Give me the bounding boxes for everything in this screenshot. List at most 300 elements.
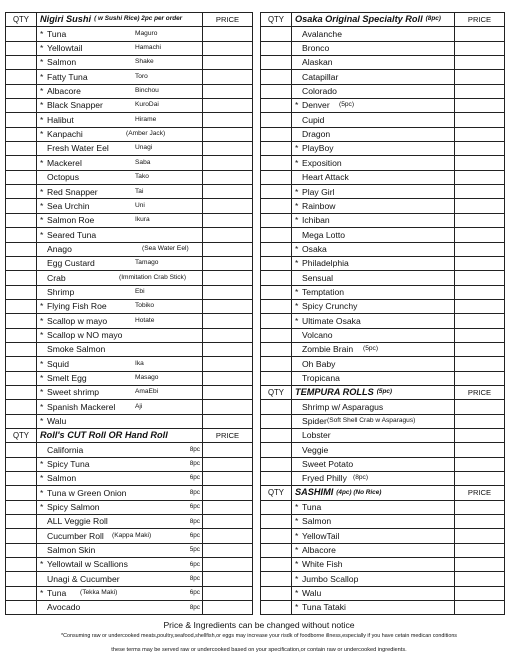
price-cell[interactable] bbox=[455, 572, 505, 585]
raw-marker: * bbox=[40, 502, 44, 513]
item-name: Zombie Brain bbox=[302, 344, 354, 355]
menu-item-row bbox=[260, 113, 505, 127]
menu-item-row bbox=[5, 443, 253, 457]
item-name: Rainbow bbox=[302, 200, 336, 211]
qty-cell[interactable] bbox=[260, 271, 292, 284]
price-cell[interactable] bbox=[455, 372, 505, 385]
item-japanese-name: Hirame bbox=[135, 115, 157, 123]
menu-item-row bbox=[5, 214, 253, 228]
item-japanese-name: (5pc) bbox=[339, 101, 355, 109]
item-name: Unagi & Cucumber bbox=[47, 573, 120, 584]
item-cell bbox=[37, 458, 203, 471]
price-cell[interactable] bbox=[455, 544, 505, 557]
item-name: Albacore bbox=[47, 86, 81, 97]
qty-cell[interactable] bbox=[5, 271, 37, 284]
qty-cell[interactable] bbox=[5, 558, 37, 571]
section-header bbox=[5, 429, 253, 443]
qty-cell[interactable] bbox=[260, 472, 292, 485]
qty-cell[interactable] bbox=[260, 529, 292, 542]
item-name: Yellowtail bbox=[47, 43, 83, 54]
price-cell[interactable] bbox=[203, 357, 253, 370]
price-cell[interactable] bbox=[203, 415, 253, 428]
item-japanese-name: Aji bbox=[135, 402, 143, 410]
item-cell bbox=[292, 257, 455, 270]
qty-cell[interactable] bbox=[260, 601, 292, 614]
menu-item-row bbox=[5, 142, 253, 156]
item-name: Oh Baby bbox=[302, 358, 336, 369]
item-cell bbox=[37, 601, 203, 614]
qty-cell[interactable] bbox=[5, 171, 37, 184]
price-cell[interactable] bbox=[203, 228, 253, 241]
raw-marker: * bbox=[40, 157, 44, 168]
item-cell bbox=[37, 42, 203, 55]
price-cell[interactable] bbox=[455, 199, 505, 212]
item-cell bbox=[37, 501, 203, 514]
price-cell[interactable] bbox=[455, 286, 505, 299]
item-cell bbox=[292, 529, 455, 542]
item-name: Mackerel bbox=[47, 157, 82, 168]
menu-item-row bbox=[5, 271, 253, 285]
item-name: Philadelphia bbox=[302, 258, 349, 269]
qty-cell[interactable] bbox=[5, 128, 37, 141]
qty-cell[interactable] bbox=[260, 558, 292, 571]
item-japanese-name: Saba bbox=[135, 158, 151, 166]
price-cell[interactable] bbox=[455, 128, 505, 141]
qty-cell[interactable] bbox=[5, 185, 37, 198]
raw-marker: * bbox=[295, 286, 299, 297]
qty-cell[interactable] bbox=[5, 572, 37, 585]
item-cell bbox=[292, 286, 455, 299]
qty-cell[interactable] bbox=[5, 343, 37, 356]
price-cell[interactable] bbox=[203, 85, 253, 98]
price-cell[interactable] bbox=[455, 70, 505, 83]
price-cell[interactable] bbox=[203, 257, 253, 270]
price-cell[interactable] bbox=[203, 128, 253, 141]
qty-cell[interactable] bbox=[260, 314, 292, 327]
item-japanese-name: Ika bbox=[135, 359, 144, 367]
raw-marker: * bbox=[295, 516, 299, 527]
qty-cell[interactable] bbox=[260, 70, 292, 83]
price-cell[interactable] bbox=[455, 99, 505, 112]
price-cell[interactable] bbox=[455, 587, 505, 600]
price-cell[interactable] bbox=[203, 515, 253, 528]
menu-item-row bbox=[260, 501, 505, 515]
qty-cell[interactable] bbox=[5, 70, 37, 83]
price-cell[interactable] bbox=[203, 314, 253, 327]
item-japanese-name: (Kappa Maki) bbox=[112, 531, 152, 539]
item-name: Anago bbox=[47, 243, 72, 254]
price-cell[interactable] bbox=[455, 329, 505, 342]
price-cell[interactable] bbox=[455, 558, 505, 571]
qty-cell[interactable] bbox=[260, 56, 292, 69]
item-japanese-name: KuroDai bbox=[135, 101, 159, 109]
raw-marker: * bbox=[40, 416, 44, 426]
qty-cell[interactable] bbox=[260, 587, 292, 600]
qty-cell[interactable] bbox=[260, 27, 292, 40]
price-cell[interactable] bbox=[455, 415, 505, 428]
item-name: Tuna Tataki bbox=[302, 602, 346, 613]
qty-cell[interactable] bbox=[260, 515, 292, 528]
menu-item-row bbox=[5, 243, 253, 257]
price-cell[interactable] bbox=[455, 113, 505, 126]
raw-marker: * bbox=[295, 157, 299, 168]
item-japanese-name: Masago bbox=[135, 373, 159, 381]
price-cell[interactable] bbox=[203, 113, 253, 126]
qty-cell[interactable] bbox=[260, 85, 292, 98]
qty-cell[interactable] bbox=[260, 185, 292, 198]
item-name: Spicy Tuna bbox=[47, 459, 90, 470]
price-cell[interactable] bbox=[455, 314, 505, 327]
price-cell[interactable] bbox=[203, 42, 253, 55]
raw-marker: * bbox=[40, 100, 44, 111]
section-header bbox=[260, 386, 505, 400]
menu-item-row bbox=[5, 486, 253, 500]
qty-cell[interactable] bbox=[5, 199, 37, 212]
menu-item-row bbox=[260, 329, 505, 343]
raw-marker: * bbox=[40, 215, 44, 226]
raw-marker: * bbox=[40, 473, 44, 484]
item-name: Ultimate Osaka bbox=[302, 315, 361, 326]
qty-cell[interactable] bbox=[5, 329, 37, 342]
price-cell[interactable] bbox=[203, 271, 253, 284]
qty-cell[interactable] bbox=[5, 458, 37, 471]
menu-item-row bbox=[260, 529, 505, 543]
qty-cell[interactable] bbox=[260, 286, 292, 299]
item-name: Dragon bbox=[302, 129, 331, 140]
qty-cell[interactable] bbox=[5, 27, 37, 40]
item-cell bbox=[37, 587, 203, 600]
qty-cell[interactable] bbox=[5, 400, 37, 413]
item-cell bbox=[292, 472, 455, 485]
item-name: Flying Fish Roe bbox=[47, 301, 107, 312]
price-cell[interactable] bbox=[203, 99, 253, 112]
price-cell[interactable] bbox=[203, 572, 253, 585]
qty-cell[interactable] bbox=[5, 56, 37, 69]
price-cell[interactable] bbox=[455, 515, 505, 528]
qty-cell[interactable] bbox=[5, 142, 37, 155]
qty-cell[interactable] bbox=[5, 587, 37, 600]
item-cell bbox=[292, 56, 455, 69]
item-name: Colorado bbox=[302, 86, 337, 97]
item-name: Crab bbox=[47, 272, 66, 283]
qty-cell[interactable] bbox=[5, 372, 37, 385]
qty-cell[interactable] bbox=[260, 300, 292, 313]
menu-item-row bbox=[260, 458, 505, 472]
raw-marker: * bbox=[40, 186, 44, 197]
item-name: Alaskan bbox=[302, 57, 333, 68]
item-cell bbox=[37, 56, 203, 69]
item-name: Heart Attack bbox=[302, 172, 349, 183]
qty-cell[interactable] bbox=[260, 329, 292, 342]
price-cell[interactable] bbox=[455, 42, 505, 55]
qty-cell[interactable] bbox=[260, 228, 292, 241]
qty-cell[interactable] bbox=[260, 343, 292, 356]
price-cell[interactable] bbox=[455, 343, 505, 356]
item-japanese-name: Ebi bbox=[135, 287, 145, 295]
qty-cell[interactable] bbox=[260, 171, 292, 184]
price-cell[interactable] bbox=[455, 400, 505, 413]
price-cell[interactable] bbox=[203, 343, 253, 356]
menu-item-row bbox=[5, 228, 253, 242]
menu-item-row bbox=[5, 400, 253, 414]
qty-cell[interactable] bbox=[5, 386, 37, 399]
menu-item-row bbox=[260, 214, 505, 228]
price-cell[interactable] bbox=[203, 486, 253, 499]
item-japanese-name: Maguro bbox=[135, 29, 158, 37]
price-cell[interactable] bbox=[455, 85, 505, 98]
item-cell bbox=[292, 142, 455, 155]
item-name: Jumbo Scallop bbox=[302, 573, 359, 584]
item-cell bbox=[37, 572, 203, 585]
qty-cell[interactable] bbox=[260, 42, 292, 55]
qty-cell[interactable] bbox=[260, 257, 292, 270]
raw-marker: * bbox=[295, 502, 299, 513]
qty-cell[interactable] bbox=[260, 199, 292, 212]
raw-marker: * bbox=[295, 100, 299, 111]
menu-item-row bbox=[260, 70, 505, 84]
price-cell[interactable] bbox=[203, 400, 253, 413]
menu-item-row bbox=[5, 113, 253, 127]
item-name: Tuna bbox=[47, 588, 67, 599]
price-cell[interactable] bbox=[203, 372, 253, 385]
menu-item-row bbox=[260, 56, 505, 70]
item-cell bbox=[37, 415, 203, 428]
qty-cell[interactable] bbox=[5, 544, 37, 557]
item-piece-count: 8pc bbox=[189, 488, 200, 496]
item-piece-count: 8pc bbox=[189, 574, 200, 582]
price-cell[interactable] bbox=[203, 601, 253, 614]
item-cell bbox=[37, 271, 203, 284]
price-cell[interactable] bbox=[455, 243, 505, 256]
item-name: Bronco bbox=[302, 43, 330, 54]
item-cell bbox=[292, 357, 455, 370]
price-cell[interactable] bbox=[455, 171, 505, 184]
qty-cell[interactable] bbox=[260, 572, 292, 585]
qty-cell[interactable] bbox=[5, 214, 37, 227]
price-header: PRICE bbox=[455, 13, 505, 26]
qty-cell[interactable] bbox=[5, 443, 37, 456]
qty-cell[interactable] bbox=[260, 400, 292, 413]
item-cell bbox=[292, 400, 455, 413]
item-cell bbox=[292, 228, 455, 241]
price-cell[interactable] bbox=[203, 171, 253, 184]
price-cell[interactable] bbox=[455, 429, 505, 442]
price-cell[interactable] bbox=[455, 228, 505, 241]
price-cell[interactable] bbox=[203, 300, 253, 313]
raw-marker: * bbox=[295, 602, 299, 613]
qty-cell[interactable] bbox=[5, 357, 37, 370]
price-cell[interactable] bbox=[203, 214, 253, 227]
item-cell bbox=[37, 300, 203, 313]
qty-cell[interactable] bbox=[260, 214, 292, 227]
price-cell[interactable] bbox=[455, 357, 505, 370]
price-cell[interactable] bbox=[203, 329, 253, 342]
price-cell[interactable] bbox=[203, 185, 253, 198]
item-name: Red Snapper bbox=[47, 186, 98, 197]
qty-cell[interactable] bbox=[5, 314, 37, 327]
item-name: Spicy Crunchy bbox=[302, 301, 358, 312]
item-japanese-name: (8pc) bbox=[353, 474, 369, 482]
item-name: Spicy Salmon bbox=[47, 502, 100, 513]
qty-cell[interactable] bbox=[5, 501, 37, 514]
qty-cell[interactable] bbox=[260, 128, 292, 141]
qty-cell[interactable] bbox=[5, 601, 37, 614]
price-cell[interactable] bbox=[203, 386, 253, 399]
qty-cell[interactable] bbox=[260, 501, 292, 514]
qty-cell[interactable] bbox=[260, 142, 292, 155]
menu-item-row bbox=[260, 228, 505, 242]
price-cell[interactable] bbox=[455, 271, 505, 284]
menu-item-row bbox=[260, 257, 505, 271]
item-japanese-name: Shake bbox=[135, 58, 154, 66]
price-cell[interactable] bbox=[455, 472, 505, 485]
qty-cell[interactable] bbox=[260, 429, 292, 442]
item-japanese-name: (Sea Water Eel) bbox=[142, 244, 189, 252]
qty-cell[interactable] bbox=[260, 113, 292, 126]
raw-marker: * bbox=[40, 559, 44, 570]
price-cell[interactable] bbox=[455, 257, 505, 270]
item-cell bbox=[37, 70, 203, 83]
menu-item-row bbox=[5, 386, 253, 400]
item-cell bbox=[292, 300, 455, 313]
price-cell[interactable] bbox=[455, 601, 505, 614]
raw-marker: * bbox=[40, 71, 44, 82]
item-japanese-name: Tamago bbox=[135, 259, 159, 267]
menu-item-row bbox=[5, 501, 253, 515]
price-cell[interactable] bbox=[203, 501, 253, 514]
qty-cell[interactable] bbox=[5, 300, 37, 313]
menu-item-row bbox=[260, 558, 505, 572]
section-title-text: TEMPURA ROLLS bbox=[295, 387, 374, 397]
price-cell[interactable] bbox=[203, 56, 253, 69]
price-cell[interactable] bbox=[203, 472, 253, 485]
price-cell[interactable] bbox=[203, 199, 253, 212]
item-japanese-name: Hotate bbox=[135, 316, 155, 324]
item-piece-count: 8pc bbox=[189, 445, 200, 453]
price-cell[interactable] bbox=[455, 156, 505, 169]
menu-item-row bbox=[5, 458, 253, 472]
price-cell[interactable] bbox=[203, 529, 253, 542]
qty-cell[interactable] bbox=[5, 156, 37, 169]
price-cell[interactable] bbox=[203, 587, 253, 600]
qty-cell[interactable] bbox=[260, 458, 292, 471]
section-header bbox=[260, 13, 505, 27]
item-name: Scallop w NO mayo bbox=[47, 329, 123, 340]
qty-cell[interactable] bbox=[5, 529, 37, 542]
menu-item-row bbox=[5, 286, 253, 300]
menu-item-row bbox=[5, 56, 253, 70]
qty-cell[interactable] bbox=[5, 415, 37, 428]
raw-marker: * bbox=[295, 258, 299, 269]
qty-cell[interactable] bbox=[260, 415, 292, 428]
qty-cell[interactable] bbox=[5, 257, 37, 270]
qty-cell[interactable] bbox=[5, 243, 37, 256]
raw-marker: * bbox=[295, 215, 299, 226]
raw-marker: * bbox=[295, 559, 299, 570]
price-cell[interactable] bbox=[455, 300, 505, 313]
menu-item-row bbox=[260, 429, 505, 443]
qty-cell[interactable] bbox=[260, 443, 292, 456]
price-cell[interactable] bbox=[455, 529, 505, 542]
item-cell bbox=[37, 228, 203, 241]
qty-cell[interactable] bbox=[5, 515, 37, 528]
qty-cell[interactable] bbox=[5, 113, 37, 126]
price-cell[interactable] bbox=[455, 185, 505, 198]
price-cell[interactable] bbox=[455, 501, 505, 514]
item-cell bbox=[37, 185, 203, 198]
menu-item-row bbox=[260, 27, 505, 41]
price-cell[interactable] bbox=[455, 214, 505, 227]
qty-cell[interactable] bbox=[5, 42, 37, 55]
item-name: Yellowtail w Scallions bbox=[47, 559, 128, 570]
price-cell[interactable] bbox=[455, 458, 505, 471]
price-cell[interactable] bbox=[455, 27, 505, 40]
price-cell[interactable] bbox=[203, 70, 253, 83]
price-cell[interactable] bbox=[203, 27, 253, 40]
price-header: PRICE bbox=[203, 13, 253, 26]
item-piece-count: 6pc bbox=[189, 531, 200, 539]
qty-cell[interactable] bbox=[5, 472, 37, 485]
raw-marker: * bbox=[40, 57, 44, 68]
price-cell[interactable] bbox=[203, 286, 253, 299]
qty-cell[interactable] bbox=[5, 85, 37, 98]
price-cell[interactable] bbox=[203, 544, 253, 557]
price-header: PRICE bbox=[203, 429, 253, 442]
price-cell[interactable] bbox=[455, 56, 505, 69]
raw-marker: * bbox=[40, 329, 44, 340]
menu-item-row bbox=[260, 99, 505, 113]
price-cell[interactable] bbox=[455, 443, 505, 456]
price-cell[interactable] bbox=[203, 458, 253, 471]
qty-header: QTY bbox=[260, 386, 292, 399]
price-cell[interactable] bbox=[203, 142, 253, 155]
item-cell bbox=[292, 199, 455, 212]
item-name: ALL Veggie Roll bbox=[47, 516, 108, 527]
qty-cell[interactable] bbox=[260, 357, 292, 370]
item-cell bbox=[37, 199, 203, 212]
menu-item-row bbox=[5, 601, 253, 615]
price-cell[interactable] bbox=[203, 243, 253, 256]
item-name: Sensual bbox=[302, 272, 334, 283]
item-cell bbox=[37, 558, 203, 571]
item-name: Shrimp w/ Asparagus bbox=[302, 401, 384, 412]
item-name: Tuna bbox=[302, 502, 322, 513]
qty-cell[interactable] bbox=[5, 228, 37, 241]
item-piece-count: 8pc bbox=[189, 517, 200, 525]
raw-marker: * bbox=[40, 372, 44, 383]
price-cell[interactable] bbox=[455, 142, 505, 155]
item-name: Osaka bbox=[302, 243, 327, 254]
item-cell bbox=[292, 558, 455, 571]
qty-cell[interactable] bbox=[260, 99, 292, 112]
qty-cell[interactable] bbox=[5, 486, 37, 499]
price-cell[interactable] bbox=[203, 443, 253, 456]
qty-cell[interactable] bbox=[260, 243, 292, 256]
qty-cell[interactable] bbox=[5, 286, 37, 299]
item-name: Salmon bbox=[47, 473, 77, 484]
menu-item-row bbox=[260, 343, 505, 357]
price-cell[interactable] bbox=[203, 558, 253, 571]
item-name: Spanish Mackerel bbox=[47, 401, 116, 412]
qty-cell[interactable] bbox=[260, 156, 292, 169]
qty-cell[interactable] bbox=[260, 372, 292, 385]
section-title-text: Nigiri Sushi bbox=[40, 14, 92, 25]
item-name: Squid bbox=[47, 358, 69, 369]
price-cell[interactable] bbox=[203, 156, 253, 169]
qty-cell[interactable] bbox=[5, 99, 37, 112]
qty-cell[interactable] bbox=[260, 544, 292, 557]
menu-item-row bbox=[260, 587, 505, 601]
